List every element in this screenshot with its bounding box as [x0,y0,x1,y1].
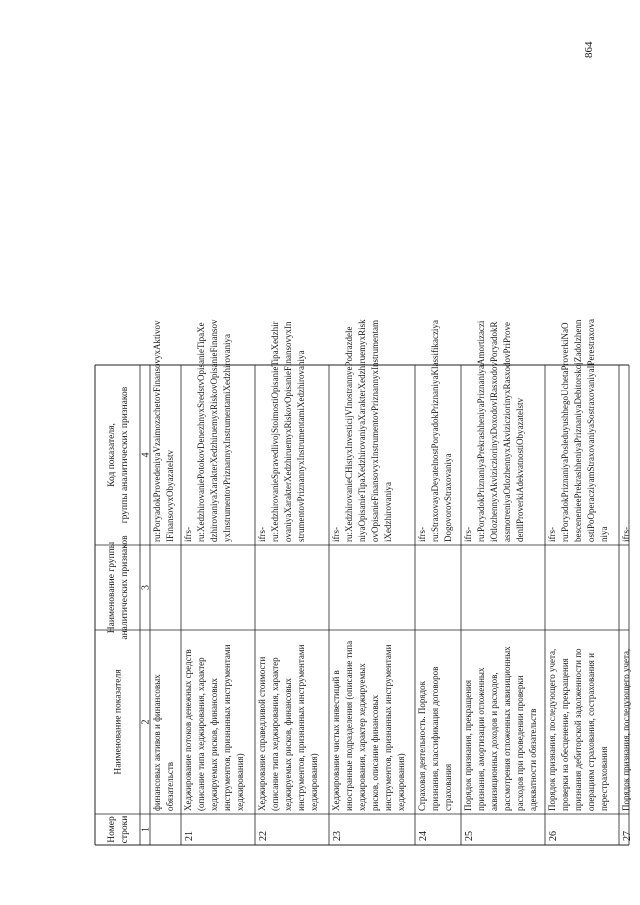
column-number: 4 [140,452,152,458]
indicator-code-line: niyaOpisanieTipaXedzhirovaniyaXarakterXedzhiruemyxRisk [357,319,367,542]
indicator-name-line: хеджирования) [396,753,406,811]
indicator-code-line: niya [599,526,609,542]
column-header-label: группы аналитических признаков [120,386,130,524]
column-number: 1 [140,827,152,832]
indicator-code-line: ru:PoryadokProvedeniyaVzaimozachetovFinansovyxAktivov [152,320,162,542]
indicator-name-line: рассмотрения отложенных аквизиционных [502,646,512,811]
indicator-name-line: расходов при проведении проверки [515,675,525,811]
indicator-name-line: хеджирования) [309,753,319,811]
indicator-name-line: страхования [443,763,453,811]
row-number: 22 [258,831,269,841]
indicator-code-line: assmotreniyaOtlozhennyxAkvizicziorinyxRasxodovPriProve [502,322,512,542]
indicator-name-line: хеджируемых рисков, финансовых [209,677,219,811]
column-number: 3 [140,585,152,590]
indicator-code-line: yxInstrumentovPriznannyxInstrumentamiXedzhirovaniya [222,334,232,542]
indicator-name-line: (описание типа хеджирования, характер [270,657,280,811]
indicator-code-line: DogovorovStraxovaniya [443,453,453,542]
indicator-name-line: хеджирования) [235,753,245,811]
indicator-code-line: strumentovPriznannyxInstrumentamiXedzhirovaniya [296,350,306,542]
column-header-label: Наименование показателя [113,669,124,775]
indicator-table [95,319,633,845]
indicator-code-line: ifrs- [547,527,557,542]
page-number: 864 [583,41,595,58]
indicator-name-line: аквизиционных доходов и расходов, [489,672,499,811]
indicator-name-line: финансовых активов и финансовых [152,674,162,811]
indicator-code-line: ifrs- [417,527,427,542]
indicator-name-line: рисков, описание финансовых [370,694,380,811]
table-row [152,320,175,811]
table-row [257,321,319,841]
indicator-name-line: Хеджирование чистых инвестиций в [331,670,341,811]
row-number: 23 [332,831,343,841]
indicator-name-line: обязательств [165,761,175,811]
indicator-code-line: bescenenieePrekrashheniyaPriznaniyaDebitorskojZadolzhenn [573,319,583,542]
indicator-name-line: признания дебиторской задолженности по [573,648,583,811]
table-row [547,319,609,841]
row-number: 27 [622,831,633,841]
indicator-name-line: Порядок признания, прекращения [463,680,473,811]
indicator-name-line: Порядок признания, последующего учета, [547,648,557,811]
indicator-code-line: iXedzhirovaniya [383,482,393,542]
table-row [621,527,633,841]
indicator-name-line: Порядок признания, последующего учета, [621,648,631,811]
indicator-code-line: ru:XedzhirovanieCHistyxInvesticijVInostrannyePodrazdele [344,326,354,542]
indicator-name-line: операциям страхования, сострахования и [586,653,596,811]
row-number: 24 [418,831,429,841]
indicator-code-line: dzhirovaniyaXarakterXedzhiruemyxRiskovOpisanieFinansov [209,319,219,542]
indicator-name-line: адекватности обязательств [528,708,538,811]
indicator-code-line: IFinansovyxObyazatelstv [165,450,175,542]
row-number: 26 [548,831,559,841]
column-header-label: аналитических признаков [120,535,130,640]
indicator-code-line: ovOpisanieFinansovyxInstrumentovPriznannyxInstrumentam [370,320,380,542]
indicator-name-line: Хеджирование справедливой стоимости [257,656,267,811]
column-number: 2 [140,719,152,725]
column-header-label: Код показателя, [107,423,117,487]
indicator-code-line: ru:XedzhirovanieSpravedlivojStoimostiOpisanieTipaXedzhir [270,321,280,542]
indicator-code-line: ifrs- [621,527,631,542]
indicator-name-line: Хеджирование потоков денежных средств [183,649,193,811]
indicator-name-line: инструментов, признанных инструментами [222,644,232,811]
column-header-label: Номер [107,816,117,843]
indicator-code-line: ru:XedzhirovaniePotokovDenezhnyxSredstvOpisanieTipaXe [196,322,206,542]
indicator-name-line: хеджирования, характер хеджируемых [357,663,367,811]
indicator-code-line: ru:PoryadokPriznaniyaPrekrashheniyaPriznaniyaAmortizaczi [476,320,486,542]
indicator-code-line: ifrs- [463,527,473,542]
table-row [331,319,406,841]
table-row [463,320,538,841]
indicator-name-line: иностранные подразделения (описание типа [344,640,354,811]
indicator-code-line: ifrs- [331,527,341,542]
indicator-code-line: iOtlozhennyxAkvizicziorinyxDoxodovIRasxodovPoryadokR [489,321,499,542]
column-header-label: строки [120,815,130,844]
table-row [183,319,245,841]
indicator-name-line: перестрахования [599,746,609,811]
indicator-code-line: ru:PoryadokPriznaniyaPosleduyushhegoUchetaProverkiNaO [560,322,570,542]
indicator-name-line: хеджируемых рисков, финансовых [283,677,293,811]
row-number: 21 [184,831,195,841]
indicator-code-line: ifrs- [183,527,193,542]
indicator-code-line: ostiPoOperacziyamStraxovaniyaSostraxovaniyaIPerestraxova [586,319,596,542]
table-row [417,320,453,841]
indicator-code-line: ovaniyaXarakterXedzhiruemyxRiskovOpisanieFinansovyxIn [283,321,293,542]
indicator-name-line: (описание типа хеджирования, характер [196,657,206,811]
indicator-name-line: инструментов, признанных инструментами [383,644,393,811]
table-body [152,319,633,841]
indicator-name-line: признания, классификация договоров [430,666,440,811]
indicator-name-line: инструментов, признанных инструментами [296,644,306,811]
table-header [107,386,130,843]
indicator-name-line: проверки на обесценение, прекращения [560,658,570,811]
indicator-code-line: denllProverkiAdekvatnostiObyazatelstv [515,398,525,542]
indicator-code-line: ifrs- [257,527,267,542]
indicator-code-line: ru:StraxovayaDeyatelnostPoryadokPriznaniyaKlassifikacziya [430,320,440,542]
indicator-name-line: признания, амортизации отложенных [476,667,486,811]
indicator-name-line: Страховая деятельность. Порядок [417,681,427,811]
row-number: 25 [464,831,475,841]
column-header-label: Наименование группы [107,541,117,634]
